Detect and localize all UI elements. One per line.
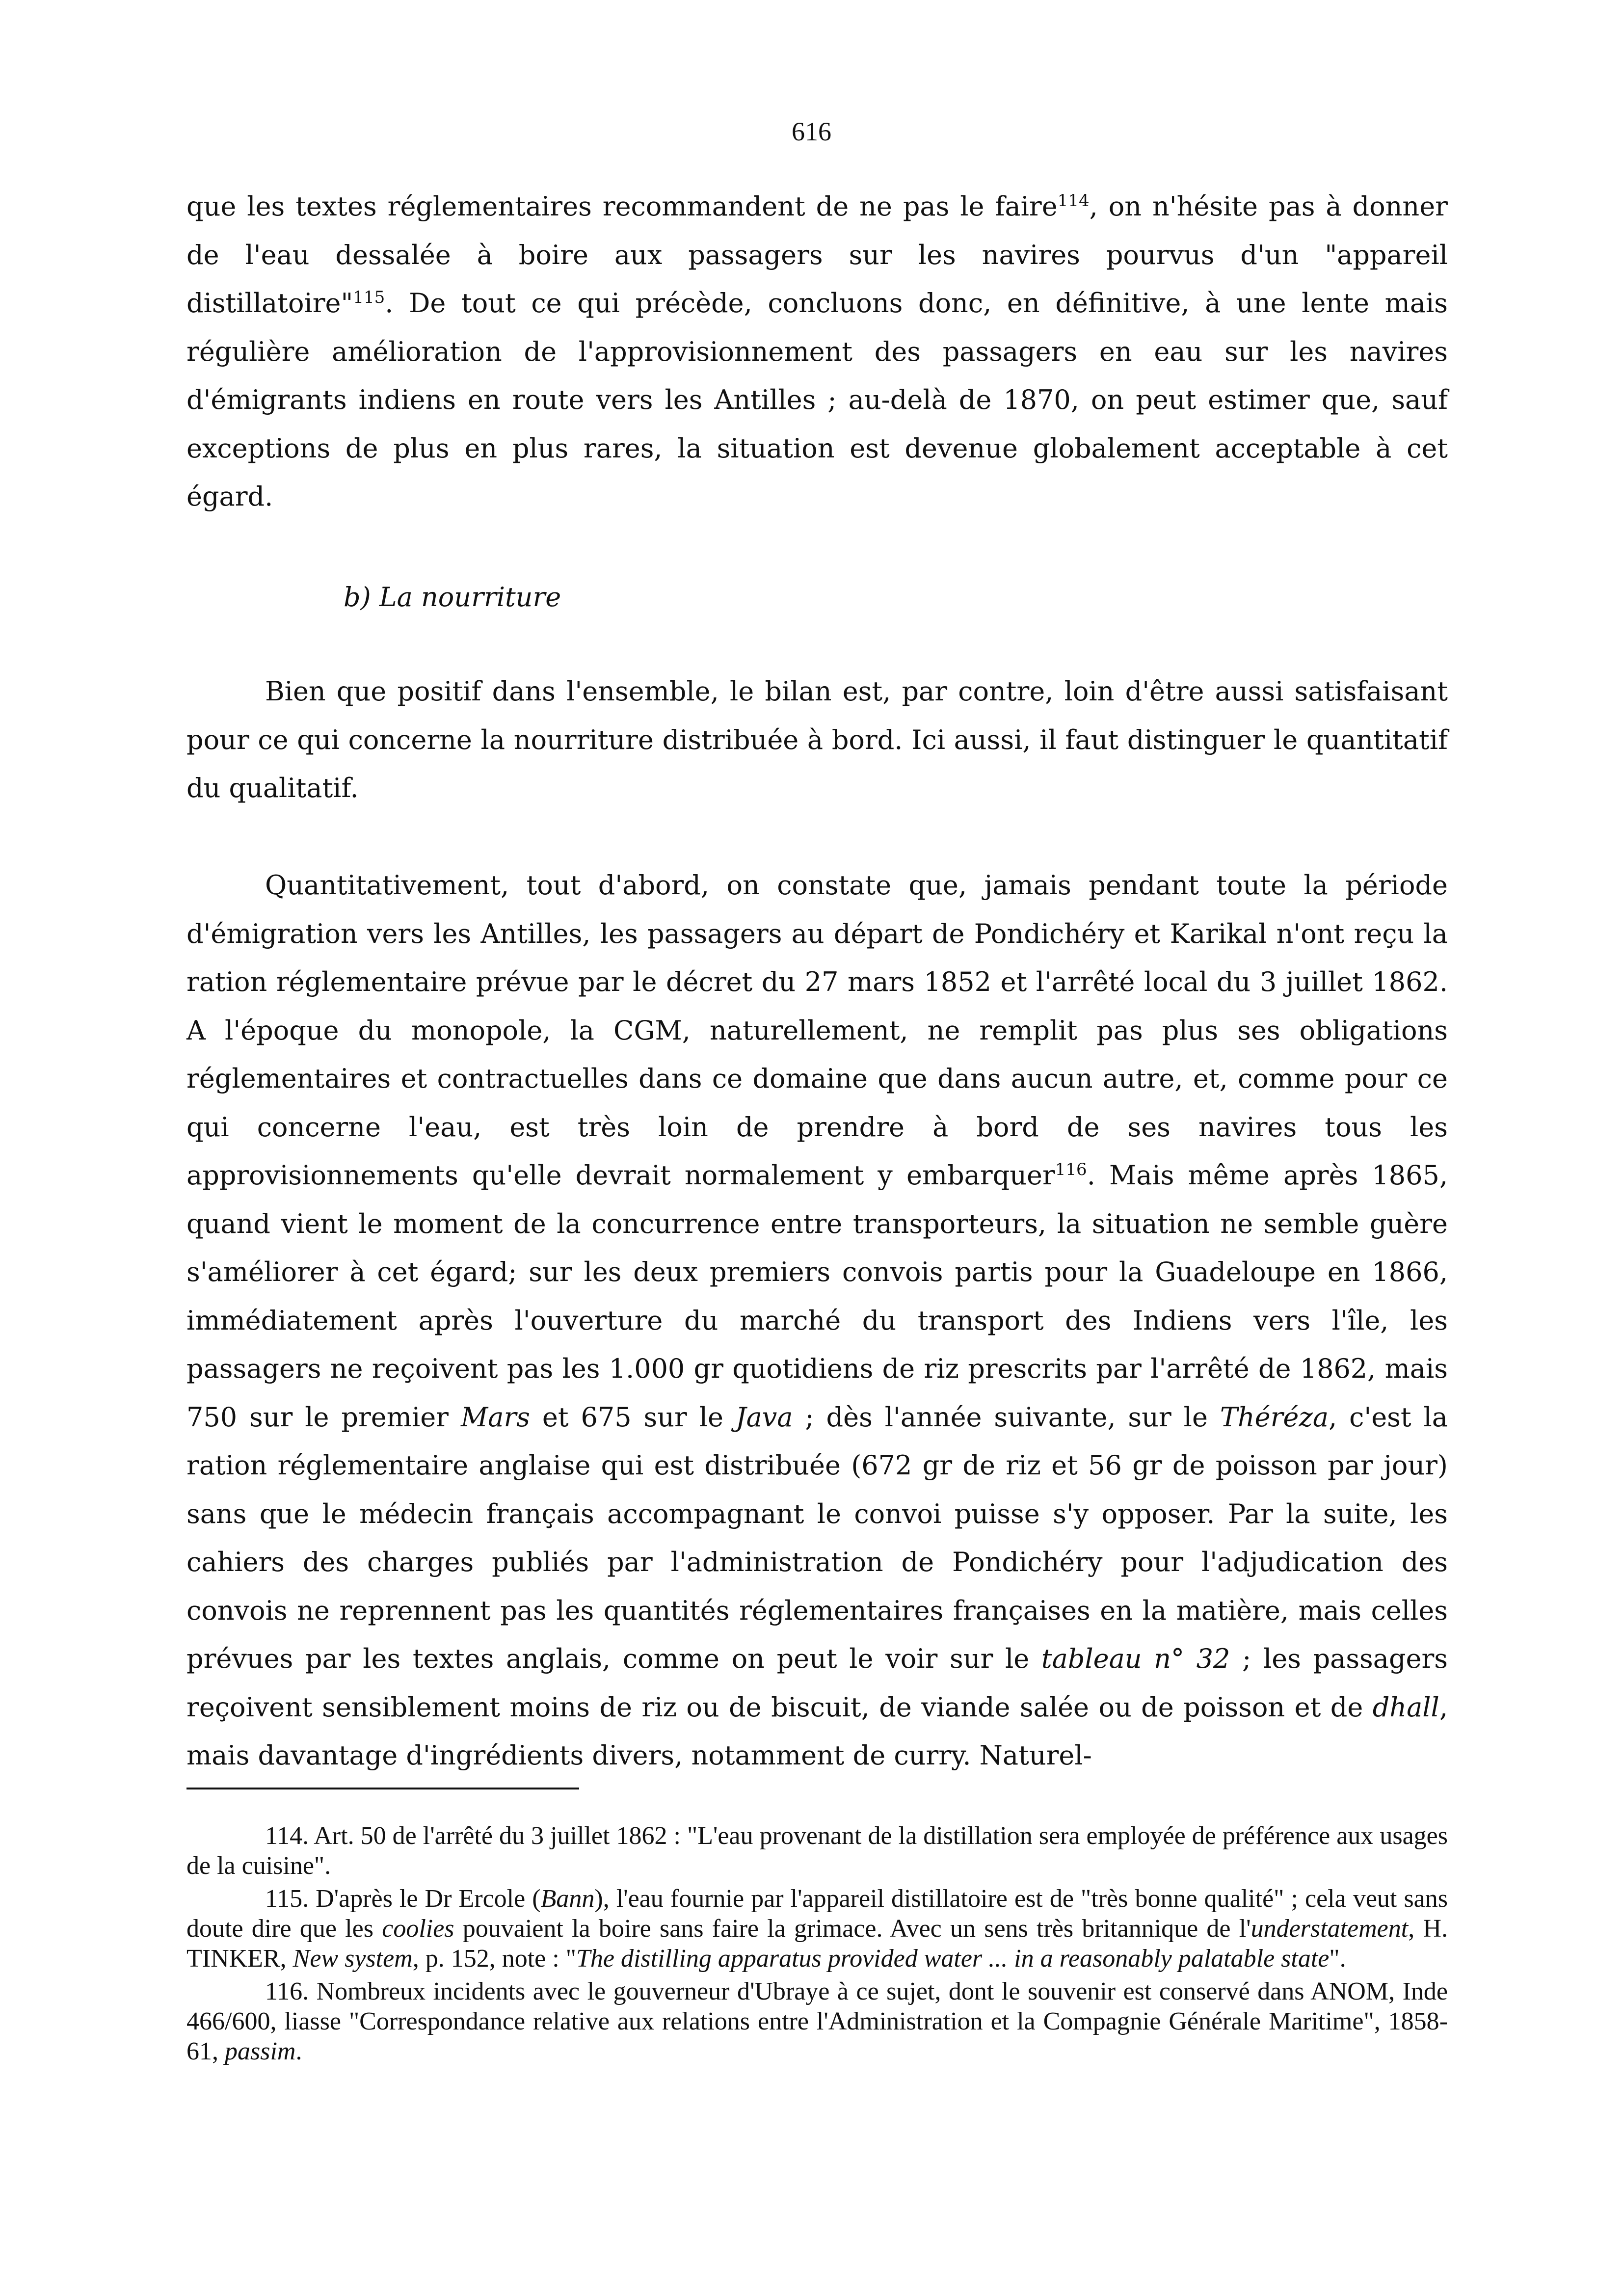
text-run: , mais davantage d'ingrédients divers, notamment de curry. Naturel- [186,1691,1448,1771]
book-title: New system [293,1945,413,1973]
page-number: 616 [792,117,831,146]
term-coolies: coolies [382,1915,454,1943]
text-run: . De tout ce qui précède, concluons donc, en définitive, à une lente mais régulière amélioration de l'approvisionnement des passagers en eau sur les navires d'émigrants indiens en route vers les Antilles ; au-delà de 1870, on peut estimer que, sauf exceptions de plus en plus rares, la situation est devenue globalement acceptable à cet égard. [186,288,1448,512]
footnotes [186,1821,1448,2066]
paragraph-food-quantity [186,861,1448,1780]
text-run: 116. Nombreux incidents avec le gouverneur d'Ubraye à ce sujet, dont le souvenir est conservé dans ANOM, Inde 466/600, liasse "Correspondance relative aux relations entre l'Administration et la Compagnie Générale Maritime", 1858-61, [186,1977,1448,2065]
term-passim: passim [225,2037,296,2065]
footnote-divider [186,1788,579,1789]
paragraph-text: Bien que positif dans l'ensemble, le bilan est, par contre, loin d'être aussi satisfaisant pour ce qui concerne la nourriture distribuée à bord. Ici aussi, il faut distinguer le quantitatif du qualitatif. [186,676,1448,803]
text-run: . [295,2037,302,2065]
text-run: ; dès l'année suivante, sur le [793,1401,1220,1433]
paragraph-food-intro [186,667,1448,813]
paragraph-water-conclusion [186,183,1448,521]
footnote-ref-114[interactable]: 114 [1057,191,1090,211]
footnote-115 [186,1884,1448,1974]
footnote-116 [186,1976,1448,2066]
term-dhall: dhall [1372,1691,1439,1723]
text-run: et 675 sur le [530,1401,736,1433]
text-run: , on n'hésite pas à donner de l'eau dessalée à boire aux passagers sur les navires pourvus d'un "appareil distillatoire" [186,191,1448,319]
text-run: ), l'eau fournie par l'appareil distillatoire est de "très bonne qualité" ; cela veut sans doute dire que les [186,1885,1448,1943]
text-run: pouvaient la boire sans faire la grimace. Avec un sens très britannique de l' [454,1915,1251,1943]
paragraph-text [186,183,1448,521]
footnote-ref-115[interactable]: 115 [353,288,385,307]
ship-name-thereza: Théréza [1220,1401,1329,1433]
text-run: 115. D'après le Dr Ercole ( [265,1885,541,1913]
text-run: que les textes réglementaires recommandent de ne pas le faire [186,191,1058,222]
text-run: . Mais même après 1865, quand vient le moment de la concurrence entre transporteurs, la situation ne semble guère s'améliorer à cet égard; sur les deux premiers convois partis pour la Guadeloupe en 1866, immédiatement après l'ouverture du marché du transport des Indiens vers l'île, les passagers ne reçoivent pas les 1.000 gr quotidiens de riz prescrits par l'arrêté de 1862, mais 750 sur le premier [186,1160,1448,1433]
text-run: ". [1329,1945,1346,1973]
english-quote: The distilling apparatus provided water ... in a reasonably palatable state [576,1945,1330,1973]
ship-name-mars: Mars [460,1401,530,1433]
footnote-114: 114. Art. 50 de l'arrêté du 3 juillet 1862 : "L'eau provenant de la distillation sera employée de préférence aux usages de la cuisine". [186,1822,1448,1880]
text-run: , H. TINKER, [186,1915,1448,1973]
text-run: ; les passagers reçoivent sensiblement moins de riz ou de biscuit, de viande salée ou de poisson et de [186,1643,1448,1723]
ship-name-bann: Bann [540,1885,595,1913]
ship-name-java: Java [735,1401,793,1433]
paragraph-text [186,861,1448,1780]
term-understatement: understatement [1251,1915,1409,1943]
text-run: , c'est la ration réglementaire anglaise qui est distribuée (672 gr de riz et 56 gr de poisson par jour) sans que le médecin français accompagnant le convoi puisse s'y opposer. Par la suite, les cahiers des charges publiés par l'administration de Pondichéry pour l'adjudication des convois ne reprennent pas les quantités réglementaires françaises en la matière, mais celles prévues par les textes anglais, comme on peut le voir sur le [186,1401,1448,1674]
text-run: Quantitativement, tout d'abord, on constate que, jamais pendant toute la période d'émigration vers les Antilles, les passagers au départ de Pondichéry et Karikal n'ont reçu la ration réglementaire prévue par le décret du 27 mars 1852 et l'arrêté local du 3 juillet 1862. A l'époque du monopole, la CGM, naturellement, ne remplit pas plus ses obligations réglementaires et contractuelles dans ce domaine que dans aucun autre, et, comme pour ce qui concerne l'eau, est très loin de prendre à bord de ses navires tous les approvisionnements qu'elle devrait normalement y embarquer [186,870,1448,1191]
footnote-ref-116[interactable]: 116 [1055,1160,1087,1179]
table-reference: tableau n° 32 [1041,1643,1230,1674]
section-heading: b) La nourriture [344,582,561,613]
text-run: , p. 152, note : " [412,1945,576,1973]
